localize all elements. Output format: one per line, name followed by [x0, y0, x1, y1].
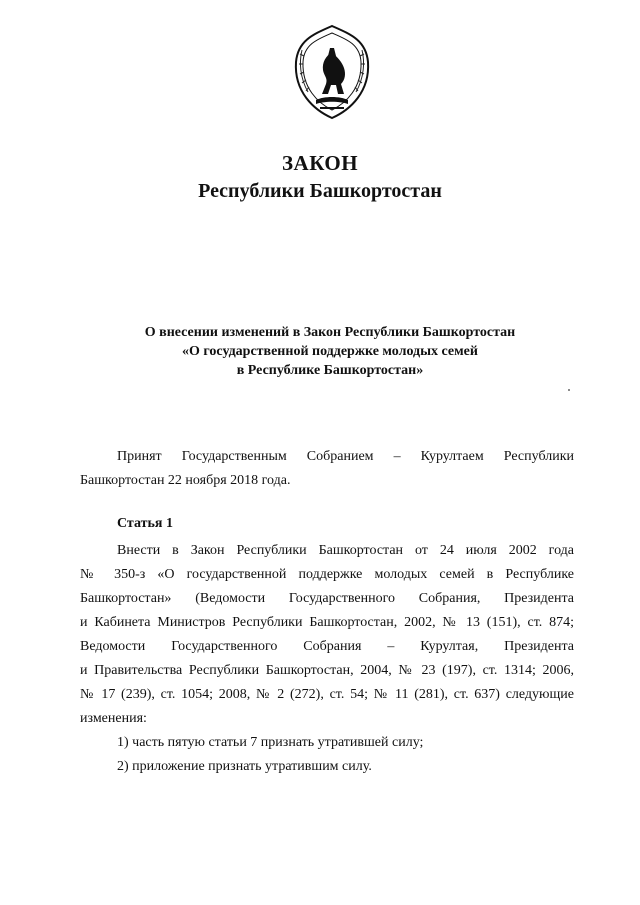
- heading-line: в Республике Башкортостан»: [236, 363, 424, 378]
- article-title: Статья 1: [117, 516, 173, 531]
- adoption-paragraph: [80, 445, 574, 493]
- paragraph-line: № 17 (239), ст. 1054; 2008, № 2 (272), ст. 54; № 11 (281), ст. 637) следующие: [80, 687, 574, 702]
- document-heading: [110, 323, 550, 380]
- law-title: ЗАКОН: [281, 151, 359, 175]
- paragraph-line: изменения:: [80, 711, 147, 726]
- paragraph-line: и Кабинета Министров Республики Башкортостан, 2002, № 13 (151), ст. 874;: [80, 615, 574, 630]
- heading-line: О внесении изменений в Закон Республики Башкортостан: [144, 325, 516, 340]
- paragraph-line: Принят Государственным Собранием – Курултаем Республики: [117, 449, 574, 464]
- paragraph-line: и Правительства Республики Башкортостан, 2004, № 23 (197), ст. 1314; 2006,: [80, 663, 574, 678]
- list-item: 2) приложение признать утратившим силу.: [117, 759, 372, 774]
- coat-of-arms-emblem: [290, 22, 374, 122]
- paragraph-line: Башкортостан 22 ноября 2018 года.: [80, 473, 291, 488]
- paragraph-line: Внести в Закон Республики Башкортостан от 24 июля 2002 года: [117, 543, 574, 558]
- law-subtitle: Республики Башкортостан: [198, 180, 442, 202]
- list-item: 1) часть пятую статьи 7 признать утратившей силу;: [117, 735, 424, 750]
- article-body: [80, 539, 574, 779]
- paragraph-line: Башкортостан» (Ведомости Государственного Собрания, Президента: [80, 591, 574, 606]
- scan-dot: [568, 389, 570, 391]
- paragraph-line: № 350-з «О государственной поддержке молодых семей в Республике: [80, 567, 574, 582]
- heading-line: «О государственной поддержке молодых семей: [182, 344, 478, 359]
- paragraph-line: Ведомости Государственного Собрания – Курултая, Президента: [80, 639, 574, 654]
